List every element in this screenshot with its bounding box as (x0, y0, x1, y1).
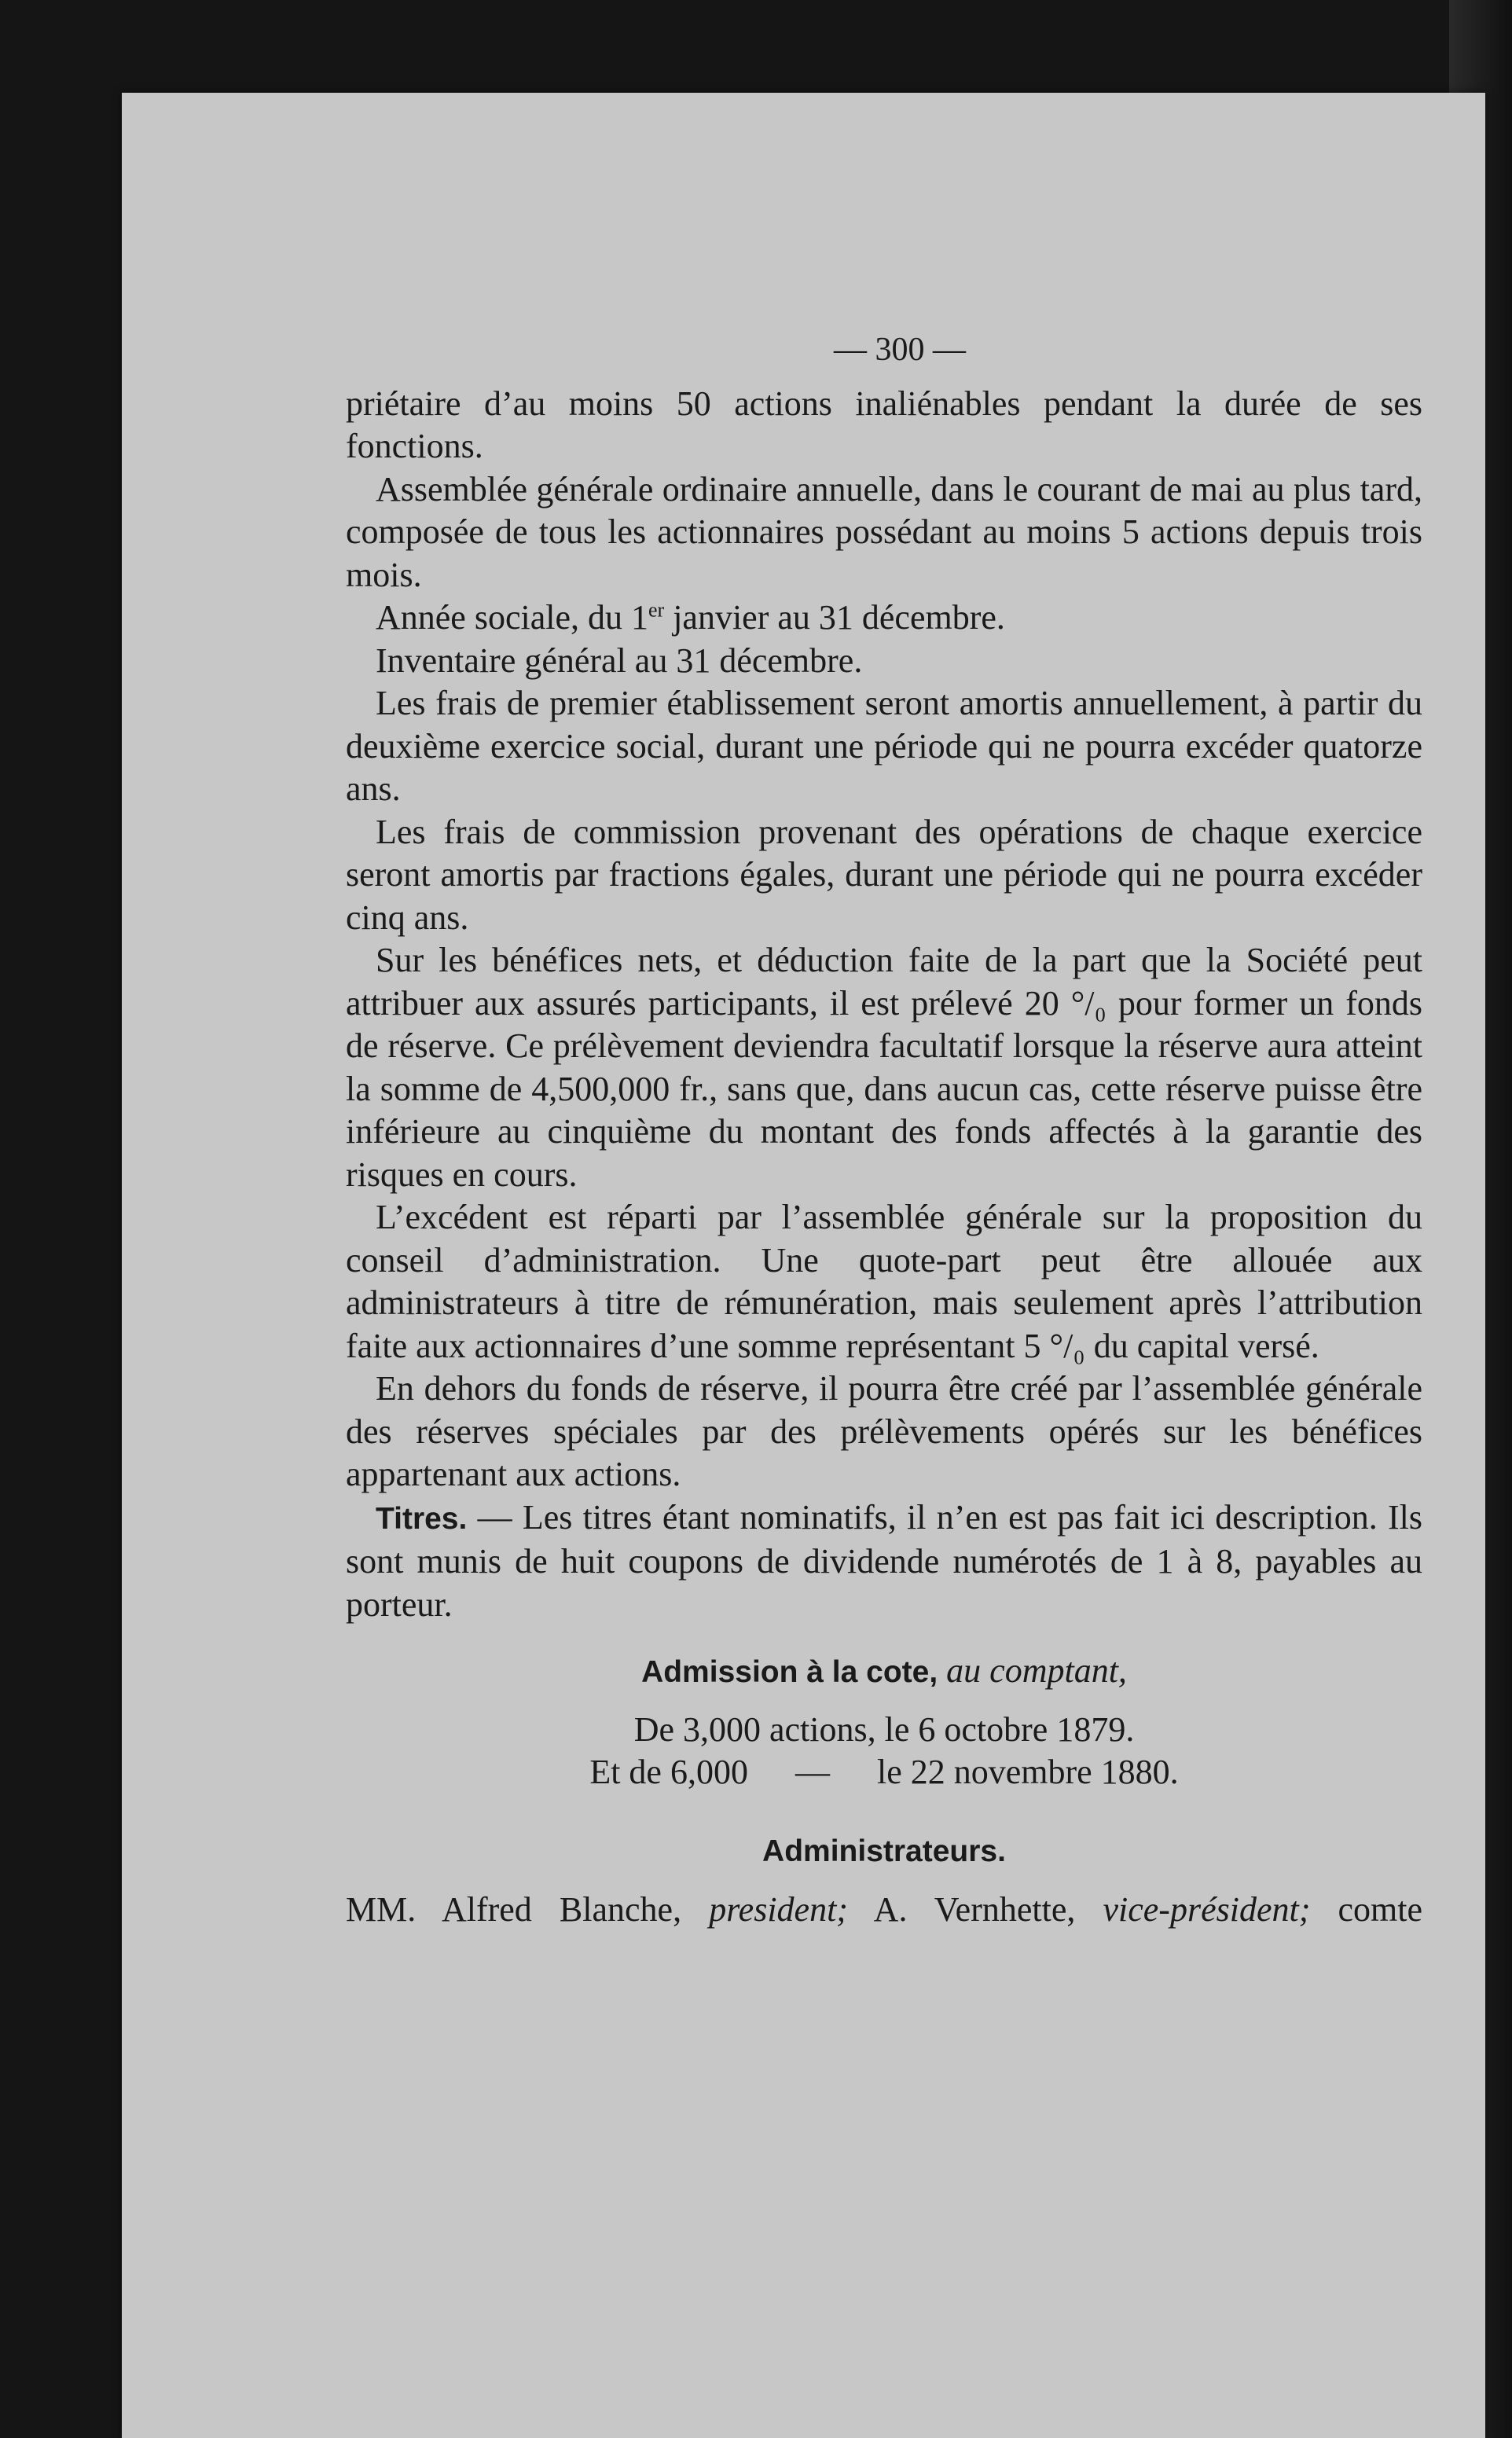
paragraph-6: Les frais de commission provenant des opérations de chaque exercice seront amortis par fractions égales, durant une période qui ne pourra excéder cinq ans. (346, 812, 1422, 937)
administrateurs-line (346, 1889, 1422, 1932)
paragraph-3 (346, 597, 1422, 640)
paragraph-7: Sur les bénéfices nets, et déduction faite de la part que la Société peut attribuer aux assurés participants, il est prélevé 20 °/₀ pour former un fonds de réserve. Ce prélèvement deviendra facultatif lorsque la réserve aura atteint la somme de 4,500,000 fr., sans que, dans aucun cas, cette réserve puisse être inférieure au cinquième du montant des fonds affectés à la garantie des risques en cours. (346, 941, 1422, 1194)
paragraph-8: L’excédent est réparti par l’assemblée générale sur la proposition du conseil d’administration. Une quote-part peut être allouée aux administrateurs à titre de rémunération, mais seulement après l’attribution faite aux actionnaires d’une somme représentant 5 °/₀ du capital versé. (346, 1198, 1422, 1365)
admission-line-1: De 3,000 actions, le 6 octobre 1879. (633, 1709, 1135, 1749)
admission-list (346, 1709, 1422, 1794)
paragraph-2: Assemblée générale ordinaire annuelle, dans le courant de mai au plus tard, composée de tous les actionnaires possédant au moins 5 actions depuis trois mois. (346, 469, 1422, 594)
paragraph-3-end: janvier au 31 décembre. (664, 598, 1005, 637)
admin-name-2: A. Vernhette, (847, 1890, 1076, 1929)
paragraph-4: Inventaire général au 31 décembre. (376, 641, 863, 680)
admin-role-1: president; (681, 1890, 848, 1929)
admission-heading-italic: au comptant, (938, 1651, 1127, 1690)
admin-role-2: vice-président; (1075, 1890, 1311, 1929)
paragraph-1: priétaire d’au moins 50 actions inaliénables pendant la durée de ses fonctions. (346, 384, 1422, 465)
administrateurs-heading: Administrateurs. (762, 1834, 1006, 1868)
admission-line-2-dash: — (795, 1753, 830, 1791)
admission-line-2-date: le 22 novembre 1880. (876, 1753, 1179, 1791)
page-text-block (346, 329, 1422, 1932)
titres-text: — Les titres étant nominatifs, il n’en est pas fait ici description. Ils sont munis de huit coupons de dividende numérotés de 1 à 8, payables au porteur. (346, 1497, 1422, 1624)
book-page (122, 93, 1485, 2438)
titres-paragraph (346, 1496, 1422, 1627)
admin-tail: comte (1310, 1890, 1422, 1929)
admin-name-1: MM. Alfred Blanche, (346, 1890, 682, 1929)
admission-heading (346, 1650, 1422, 1694)
admission-line-2-amount: Et de 6,000 (589, 1753, 748, 1791)
paragraph-3-superscript: er (648, 598, 665, 622)
paragraph-3-start: Année sociale, du 1 (376, 598, 648, 637)
paragraph-5: Les frais de premier établissement seront amortis annuellement, à partir du deuxième exercice social, durant une période qui ne pourra excéder quatorze ans. (346, 684, 1422, 808)
admission-heading-bold: Admission à la cote, (641, 1655, 938, 1689)
titres-label: Titres. (376, 1501, 468, 1536)
page-number: — 300 — (834, 332, 966, 368)
admission-line-2 (346, 1751, 1422, 1794)
paragraph-9: En dehors du fonds de réserve, il pourra être créé par l’assemblée générale des réserves spéciales par des prélèvements opérés sur les bénéfices appartenant aux actions. (346, 1369, 1422, 1493)
